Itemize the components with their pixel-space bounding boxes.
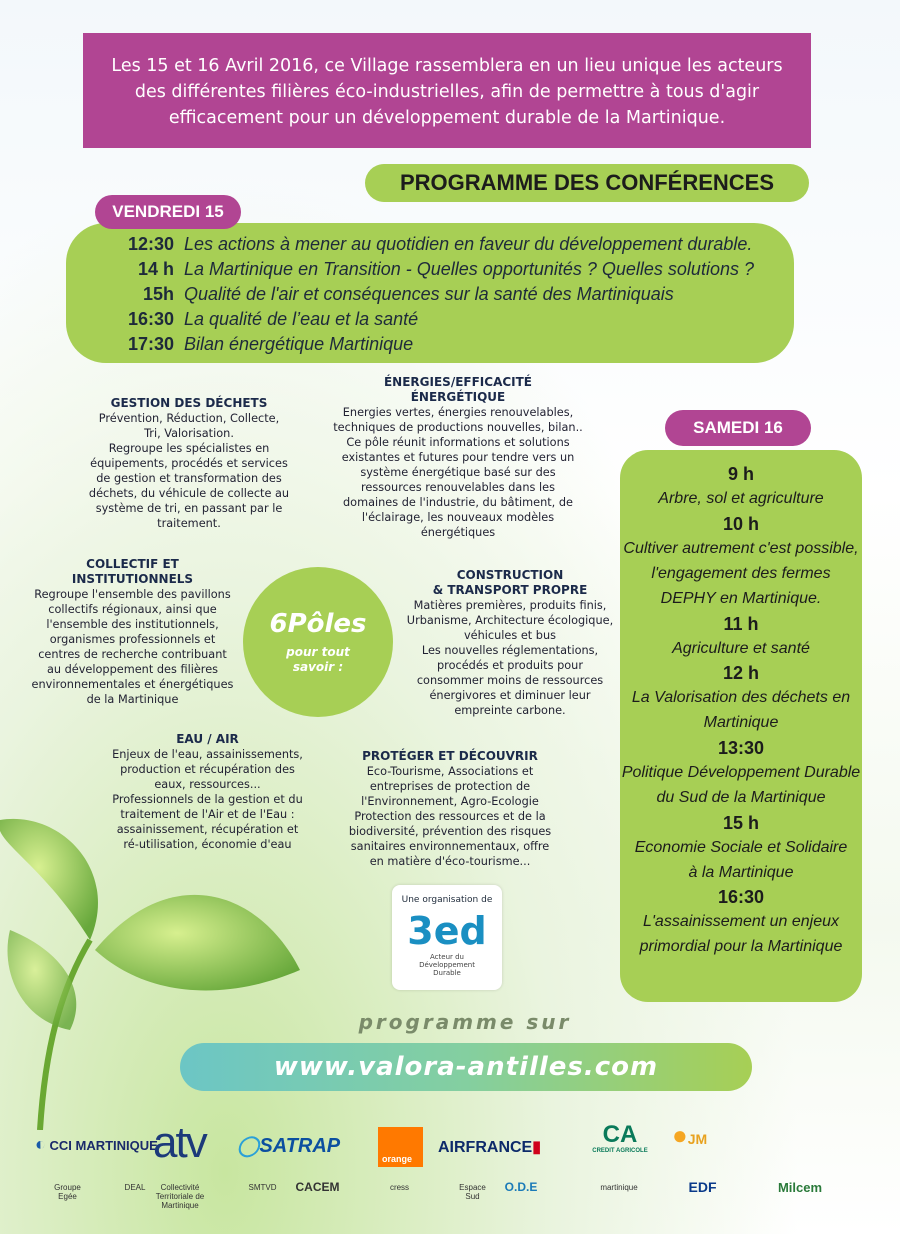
partner-logo: CACEM xyxy=(295,1180,340,1194)
partner-logo: O.D.E xyxy=(504,1180,538,1194)
partner-logo: Collectivité Territoriale de Martinique xyxy=(155,1183,205,1210)
pole-proteger xyxy=(340,749,560,869)
credit-agricole-logo xyxy=(588,1122,652,1154)
six-poles-badge xyxy=(243,567,393,717)
pole-text: Prévention, Réduction, Collecte, xyxy=(98,412,280,425)
pole-title: ÉNERGIES/EFFICACITÉ xyxy=(383,375,533,389)
pole-title: GESTION DES DÉCHETS xyxy=(110,396,268,410)
saturday-label: SAMEDI 16 xyxy=(665,410,811,446)
session-time: 10 h xyxy=(722,514,760,534)
saturday-session xyxy=(620,811,862,885)
pole-title: COLLECTIF ET xyxy=(86,557,179,571)
cci-icon: ◐ xyxy=(35,1134,46,1154)
friday-label: VENDREDI 15 xyxy=(95,195,241,229)
pole-text: système énergétique basé sur des xyxy=(360,466,556,479)
pole-text: Protection des ressources et de la xyxy=(354,810,546,823)
pole-title: ÉNERGÉTIQUE xyxy=(410,390,506,404)
pole-text: déchets, du véhicule de collecte au xyxy=(88,487,290,500)
session-title: Politique Développement Durable xyxy=(621,764,861,781)
session-title: du Sud de la Martinique xyxy=(656,789,826,806)
pole-text: Les nouvelles réglementations, xyxy=(421,644,599,657)
pole-text: de la Martinique xyxy=(86,693,179,706)
pole-text: domaines de l'industrie, du bâtiment, de xyxy=(343,496,573,509)
pole-text: l'éclairage, les nouveaux modèles xyxy=(361,511,555,524)
pole-text: traitement de l'Air et de l'Eau : xyxy=(120,808,295,821)
organisation-logo: 3ed xyxy=(407,909,487,953)
pole-text: ré-utilisation, économie d'eau xyxy=(123,838,292,851)
session-time: 12 h xyxy=(722,663,760,683)
pole-text: existantes et futures pour tendre vers un xyxy=(341,451,575,464)
organisation-tagline: Durable xyxy=(433,969,461,977)
jm-label: JM xyxy=(687,1131,708,1147)
pole-construction xyxy=(400,568,620,718)
programme-sur-text: programme sur xyxy=(358,1010,572,1034)
jm-logo xyxy=(672,1120,707,1151)
pole-collectif xyxy=(10,557,255,707)
pole-text: l'ensemble des institutionnels, xyxy=(46,618,219,631)
pole-energies xyxy=(323,375,593,540)
pole-text: consommer moins de ressources xyxy=(416,674,604,687)
pole-text: procédés et produits pour xyxy=(437,659,583,672)
website-url-link[interactable]: www.valora-antilles.com xyxy=(180,1043,752,1091)
satrap-logo xyxy=(237,1133,340,1158)
friday-session xyxy=(70,284,790,309)
partner-logo: Espace Sud xyxy=(459,1183,486,1201)
session-title: Cultiver autrement c'est possible, xyxy=(623,540,859,557)
pole-text: eaux, ressources... xyxy=(154,778,261,791)
session-title: Arbre, sol et agriculture xyxy=(658,490,824,507)
intro-line: efficacement pour un développement durable de la Martinique. xyxy=(168,108,726,128)
partner-logo: martinique xyxy=(600,1183,638,1192)
pole-text: entreprises de protection de xyxy=(369,780,531,793)
cci-label: CCI MARTINIQUE xyxy=(49,1138,158,1153)
partner-logo: DEAL xyxy=(124,1183,146,1192)
pole-title: PROTÉGER ET DÉCOUVRIR xyxy=(362,749,538,763)
session-time: 9 h xyxy=(727,464,754,484)
pole-text: Matières premières, produits finis, xyxy=(413,599,607,612)
pole-text: Urbanisme, Architecture écologique, xyxy=(406,614,614,627)
pole-text: système de tri, en passant par le xyxy=(95,502,283,515)
pole-text: production et récupération des xyxy=(120,763,295,776)
pole-text: sanitaires environnementaux, offre xyxy=(350,840,550,853)
airfrance-label: AIRFRANCE xyxy=(438,1139,533,1156)
pole-text: ressources renouvelables dans les xyxy=(361,481,555,494)
pole-text: Eco-Tourisme, Associations et xyxy=(366,765,534,778)
partner-logo: Milcem xyxy=(777,1180,823,1195)
session-title: primordial pour la Martinique xyxy=(639,938,843,955)
session-time: 15 h xyxy=(722,813,760,833)
badge-subtitle-line: pour tout xyxy=(286,645,350,659)
pole-text: Enjeux de l'eau, assainissements, xyxy=(112,748,303,761)
saturday-session xyxy=(620,612,862,661)
saturday-session xyxy=(620,661,862,735)
saturday-session xyxy=(620,462,862,511)
pole-text: assainissement, récupération et xyxy=(116,823,299,836)
pole-text: traitement. xyxy=(157,517,221,530)
session-title: Economie Sociale et Solidaire xyxy=(634,839,848,856)
pole-title: CONSTRUCTION xyxy=(456,568,564,582)
atv-logo: atv xyxy=(153,1118,206,1167)
pole-gestion-dechets xyxy=(70,396,308,531)
session-title: Qualité de l'air et conséquences sur la santé des Martiniquais xyxy=(184,284,674,304)
jm-icon: ● xyxy=(672,1120,688,1150)
pole-title: INSTITUTIONNELS xyxy=(71,572,194,586)
saturday-session xyxy=(620,512,862,611)
friday-session xyxy=(70,234,790,259)
intro-line: des différentes filières éco-industrielles, afin de permettre à tous d'agir xyxy=(134,82,760,102)
session-title: Bilan énergétique Martinique xyxy=(184,334,414,354)
partner-logo: Groupe Egée xyxy=(54,1183,81,1201)
pole-text: environnementales et énergétiques xyxy=(31,678,234,691)
pole-text: Professionnels de la gestion et du xyxy=(112,793,303,806)
saturday-session xyxy=(620,885,862,959)
pole-text: organismes professionnels et xyxy=(49,633,216,646)
pole-text: empreinte carbone. xyxy=(454,704,566,717)
pole-text: de gestion et transformation des xyxy=(96,472,282,485)
friday-session xyxy=(70,309,790,334)
session-title: L'assainissement un enjeux xyxy=(642,913,840,930)
intro-banner xyxy=(83,33,811,148)
partner-logo: SMTVD xyxy=(248,1183,277,1192)
session-title: Martinique xyxy=(703,714,779,731)
partner-logo: cress xyxy=(389,1183,410,1192)
satrap-icon: ◯ xyxy=(237,1135,260,1157)
pole-text: l'Environnement, Agro-Ecologie xyxy=(361,795,539,808)
satrap-label: SATRAP xyxy=(259,1135,341,1157)
intro-line: Les 15 et 16 Avril 2016, ce Village rassemblera en un lieu unique les acteurs xyxy=(111,56,783,76)
cci-logo xyxy=(35,1134,158,1155)
session-title: l'engagement des fermes xyxy=(651,565,831,582)
pole-text: Regroupe les spécialistes en xyxy=(108,442,270,455)
badge-subtitle-line: savoir : xyxy=(292,660,344,674)
airfrance-logo xyxy=(438,1137,541,1157)
session-title: La qualité de l’eau et la santé xyxy=(184,309,419,329)
session-time: 12:30 xyxy=(127,234,174,254)
airfrance-stripe-icon: ▮ xyxy=(532,1139,542,1156)
organisation-card xyxy=(392,885,502,990)
organisation-tagline: Développement xyxy=(419,961,475,969)
programme-title: PROGRAMME DES CONFÉRENCES xyxy=(365,164,809,202)
friday-session xyxy=(70,334,790,359)
session-time: 17:30 xyxy=(127,334,174,354)
session-time: 11 h xyxy=(723,614,759,634)
pole-text: véhicules et bus xyxy=(463,629,557,642)
session-time: 14 h xyxy=(137,259,174,279)
session-title: Les actions à mener au quotidien en faveur du développement durable. xyxy=(184,234,753,254)
session-title: La Valorisation des déchets en xyxy=(631,689,851,706)
session-title: DEPHY en Martinique. xyxy=(660,590,822,607)
pole-title: EAU / AIR xyxy=(176,732,239,746)
orange-logo xyxy=(378,1127,423,1167)
saturday-session xyxy=(620,736,862,810)
session-title: à la Martinique xyxy=(688,864,794,881)
session-time: 16:30 xyxy=(127,309,174,329)
session-time: 16:30 xyxy=(717,887,765,907)
session-title: La Martinique en Transition - Quelles opportunités ? Quelles solutions ? xyxy=(184,259,754,279)
orange-label: orange xyxy=(382,1154,413,1164)
session-time: 13:30 xyxy=(717,738,765,758)
friday-session xyxy=(70,259,790,284)
badge-title: 6Pôles xyxy=(269,609,367,639)
organisation-tagline: Acteur du xyxy=(430,953,464,961)
pole-text: Ce pôle réunit informations et solutions xyxy=(346,436,570,449)
pole-text: biodiversité, prévention des risques xyxy=(348,825,552,838)
pole-text: au développement des filières xyxy=(46,663,219,676)
pole-text: collectifs régionaux, ainsi que xyxy=(48,603,217,616)
session-time: 15h xyxy=(142,284,174,304)
badge-subtitle xyxy=(243,645,393,675)
session-title: Agriculture et santé xyxy=(672,640,810,657)
pole-text: énergétiques xyxy=(420,526,496,539)
pole-eau-air xyxy=(85,732,330,852)
pole-text: Tri, Valorisation. xyxy=(144,427,234,440)
ca-sub-label: CREDIT AGRICOLE xyxy=(592,1148,648,1154)
organisation-caption: Une organisation de xyxy=(401,895,493,905)
pole-text: Regroupe l'ensemble des pavillons xyxy=(34,588,231,601)
ca-label: CA xyxy=(602,1121,638,1148)
pole-text: Energies vertes, énergies renouvelables, xyxy=(342,406,574,419)
pole-text: équipements, procédés et services xyxy=(90,457,288,470)
pole-title: & TRANSPORT PROPRE xyxy=(432,583,588,597)
pole-text: énergivores et diminuer leur xyxy=(429,689,591,702)
partner-logo: EDF xyxy=(688,1179,717,1195)
pole-text: techniques de productions nouvelles, bilan.. xyxy=(333,421,583,434)
pole-text: centres de recherche contribuant xyxy=(38,648,227,661)
pole-text: en matière d'éco-tourisme... xyxy=(369,855,531,868)
